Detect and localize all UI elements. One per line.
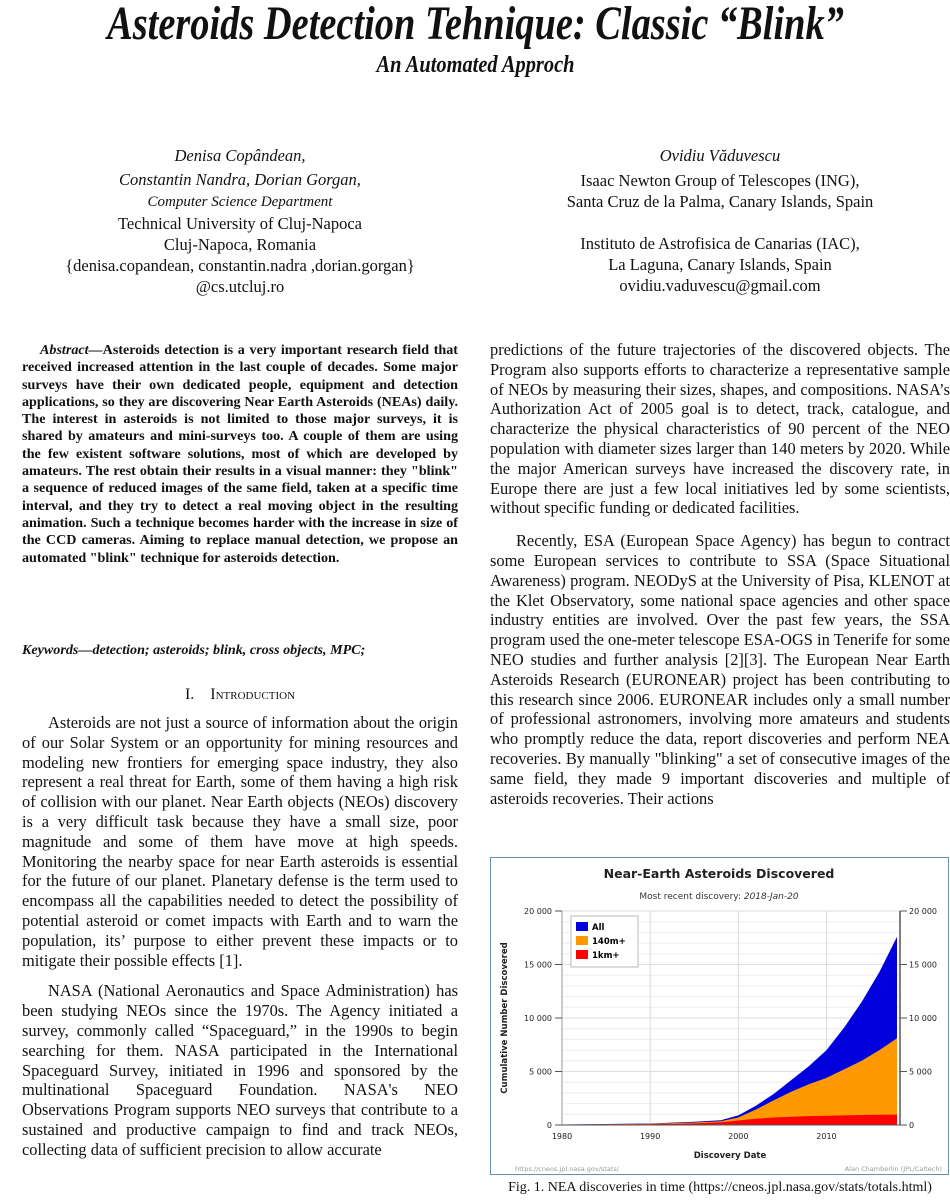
keywords <box>22 642 458 659</box>
author-names-2: Constantin Nandra, Dorian Gorgan, <box>119 170 361 189</box>
paper-title-text: Asteroids Detection Tehnique: Classic “Blink” <box>106 0 844 50</box>
chart-title: Near-Earth Asteroids Discovered <box>603 866 835 881</box>
legend-label-all: All <box>592 923 605 933</box>
author-org-2-location: La Laguna, Canary Islands, Spain <box>608 255 832 274</box>
author-email-domain: @cs.utcluj.ro <box>195 277 285 296</box>
chart-subtitle-label: Most recent discovery: <box>639 892 744 902</box>
chart-x-axis-label: Discovery Date <box>693 1151 767 1161</box>
chart-source-left: https://cneos.jpl.nasa.gov/stats/ <box>515 1165 619 1173</box>
section-heading-introduction: I. Introduction <box>184 686 296 703</box>
author-city: Cluj-Napoca, Romania <box>163 235 317 254</box>
x-tick-label: 1980 <box>551 1132 573 1141</box>
author-name: Ovidiu Văduvescu <box>659 146 781 165</box>
paragraph: Recently, ESA (European Space Agency) has begun to contract some European services to contribute to SSA (Space Situational Awareness) program. NEODyS at the University of Pisa, KLENOT at the Klet Observatory, some national space agencies and other space industry entities are involved. Over the past few years, the SSA program used the one-meter telescope ESA-OGS in Tenerife for some NEO studies and further analysis [2][3]. The European Near Earth Asteroids Research (EURONEAR) project has been contributing to this research since 2006. EURONEAR includes only a small number of professional astronomers, involving more amateurs and students who promptly reduce the data, report discoveries and perform NEA recoveries. By manually "blinking" a set of consecutive images of the same field, they made 9 important discoveries and multiple of asteroids recoveries. Their actions <box>490 531 950 808</box>
keywords-text: detection; asteroids; blink, cross objects, MPC; <box>92 642 366 658</box>
author-org-1: Isaac Newton Group of Telescopes (ING), <box>580 171 860 190</box>
y-tick-label-right: 10 000 <box>909 1014 937 1023</box>
y-tick-label-left: 5 000 <box>529 1067 552 1077</box>
y-tick-label-left: 15 000 <box>524 960 552 970</box>
author-org-1-location: Santa Cruz de la Palma, Canary Islands, Spain <box>566 192 874 211</box>
paragraph: predictions of the future trajectories of the discovered objects. The Program also supports efforts to characterize a representative sample of NEOs by measuring their sizes, shapes, and compositions. NASA’s Authorization Act of 2005 goal is to detect, track, catalogue, and characterize the physical characteristics of 90 percent of the NEO population with diameter sizes larger than 140 meters by 2020. While the major American surveys have increased the discovery rate, in Europe there are just a few local initiatives led by some scientists, without specific funding or dedicated facilities. <box>490 340 950 518</box>
legend-swatch-all <box>576 922 588 931</box>
y-tick-label-left: 20 000 <box>524 907 552 916</box>
legend-swatch-140m <box>576 936 588 945</box>
paragraph: Asteroids are not just a source of information about the origin of our Solar System or an opportunity for mining resources and modeling new frontiers for emerging space industry, they also represent a real threat for Earth, some of them having a high risk of collision with our planet. Near Earth objects (NEOs) discovery is a very difficult task because they have a small size, poor magnitude and some of them have move at high speeds. Monitoring the nearby space for near Earth asteroids is essential for the future of our planet. Planetary defense is the term used to encompass all the capabilities needed to detect the possibility of potential asteroid or comet impacts with Earth and to warn the population, its’ purpose to either prevent these impacts or to mitigate their possible effects [1]. <box>22 713 458 970</box>
keywords-label: Keywords— <box>22 642 93 658</box>
author-email: ovidiu.vaduvescu@gmail.com <box>619 276 821 295</box>
authors-right <box>490 145 950 296</box>
abstract-label: Abstract— <box>40 342 103 358</box>
legend-label-1km: 1km+ <box>592 951 620 961</box>
authors-left <box>22 145 458 297</box>
left-column-body <box>22 713 458 1160</box>
y-tick-label-right: 0 <box>909 1121 915 1130</box>
chart-y-axis-label: Cumulative Number Discovered <box>500 942 510 1094</box>
legend-label-140m: 140m+ <box>592 937 626 947</box>
y-tick-label-left: 0 <box>546 1121 552 1130</box>
author-org-2: Instituto de Astrofisica de Canarias (IAC), <box>580 234 860 253</box>
paper-subtitle-text: An Automated Approch <box>376 52 574 78</box>
abstract-text: Asteroids detection is a very important research field that received increased attention in the last couple of decades. Some major surveys have their own dedicated people, equipment and detection applications, so they are discovering Near Earth Asteroids (NEAs) daily. The interest in asteroids is not limited to those major surveys, it is shared by amateurs and mini-surveys too. A couple of them are using the few existent software solutions, most of which are developed by amateurs. The rest obtain their results in a visual manner: they "blink" a sequence of reduced images of the same field, taken at a specific time interval, and they try to detect a real moving object in the resulting animation. Such a technique becomes harder with the increase in size of the CCD cameras. Aiming to replace manual detection, we propose an automated "blink" technique for asteroids detection. <box>22 342 458 566</box>
paper-title <box>0 0 950 51</box>
x-tick-label: 2000 <box>728 1132 749 1141</box>
author-university: Technical University of Cluj-Napoca <box>118 214 362 233</box>
right-column-body <box>490 340 950 808</box>
legend-swatch-1km <box>576 950 588 959</box>
chart-svg <box>491 858 948 1174</box>
chart-legend <box>571 916 638 967</box>
abstract <box>22 342 458 567</box>
paper-subtitle <box>0 52 950 79</box>
y-tick-label-right: 15 000 <box>909 960 937 970</box>
author-emails: {denisa.copandean, constantin.nadra ,dorian.gorgan} <box>65 256 415 275</box>
y-tick-label-right: 5 000 <box>909 1067 932 1077</box>
chart-source-right: Alan Chamberlin (JPL/Caltech) <box>844 1165 942 1173</box>
figure-caption: Fig. 1. NEA discoveries in time (https://cneos.jpl.nasa.gov/stats/totals.html) <box>508 1180 932 1195</box>
y-tick-label-right: 20 000 <box>909 907 937 916</box>
author-dept: Computer Science Department <box>147 194 333 210</box>
y-tick-label-left: 10 000 <box>524 1014 552 1023</box>
figure-nea-chart <box>490 857 949 1175</box>
x-tick-label: 1990 <box>639 1132 661 1141</box>
chart-subtitle-date: 2018-Jan-20 <box>743 892 799 902</box>
paragraph: NASA (National Aeronautics and Space Administration) has been studying NEOs since the 1970s. The Agency initiated a survey, commonly called “Spaceguard,” in the 1990s to begin searching for them. NASA participated in the International Spaceguard Survey, initiated in 1996 and sponsored by the multinational Spaceguard Foundation. NASA's NEO Observations Program supports NEO surveys that contribute to a sustained and productive campaign to find and track NEOs, collecting data of sufficient precision to allow accurate <box>22 981 458 1159</box>
chart-subtitle <box>639 892 798 902</box>
author-names-1: Denisa Copândean, <box>174 146 306 165</box>
x-tick-label: 2010 <box>816 1132 837 1141</box>
